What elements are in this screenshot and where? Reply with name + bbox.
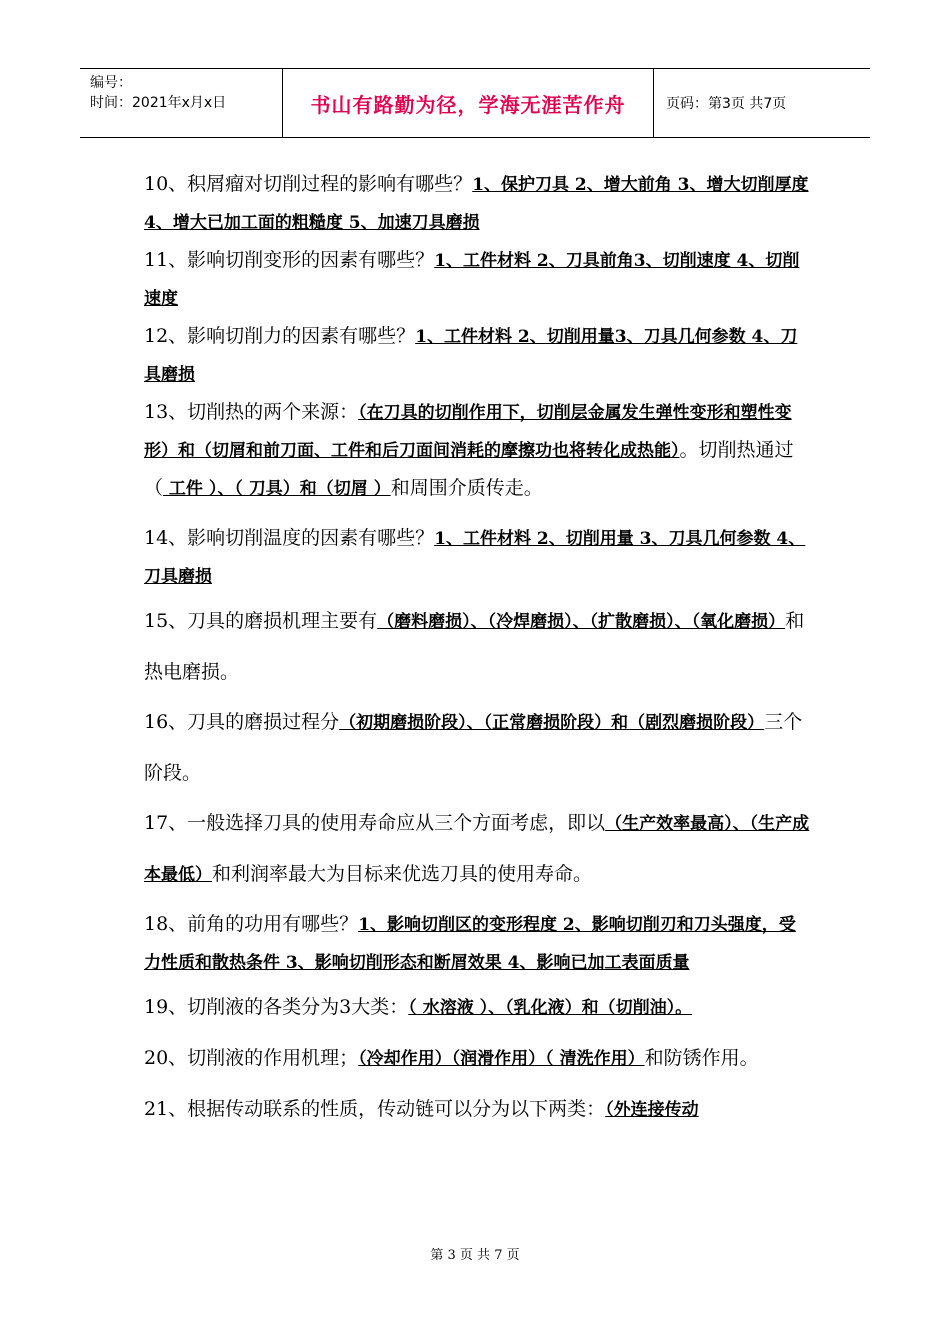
answer-text: 1、保护刀具 2、增大前角 3、增大切削厚度 4、增大已加工面的粗糙度 5、加速刀具磨损 <box>144 175 809 233</box>
question-text: 21、根据传动联系的性质，传动链可以分为以下两类： <box>144 1098 606 1120</box>
header-motto: 书山有路勤为径，学海无涯苦作舟 <box>282 69 654 137</box>
answer-text: （生产效率最高）、（生产成本最低） <box>144 814 810 885</box>
question-19 <box>144 982 810 1033</box>
question-text: 14、影响切削温度的因素有哪些？ <box>144 527 435 549</box>
question-12 <box>144 318 810 394</box>
question-14 <box>144 520 810 596</box>
question-20 <box>144 1033 810 1084</box>
question-10 <box>144 166 810 242</box>
answer-text: 1、工件材料 2、切削用量3、刀具几何参数 4、刀具磨损 <box>144 327 798 385</box>
answer-text: 1、影响切削区的变形程度 2、影响切削刃和刀头强度，受力性质和散热条件 3、影响切削形态和断屑效果 4、影响已加工表面质量 <box>144 915 796 973</box>
question-text: 20、切削液的作用机理； <box>144 1047 359 1069</box>
answer-text: （磨料磨损）、（冷焊磨损）、（扩散磨损）、（氧化磨损） <box>377 612 786 632</box>
header-page-code: 页码：第3页 共7页 <box>666 96 787 112</box>
header-meta <box>80 69 282 137</box>
question-text: 和防锈作用。 <box>644 1047 759 1069</box>
question-text: 。切削热通过（ <box>144 439 794 499</box>
question-15 <box>144 596 810 697</box>
answer-text: （ 水溶液 ）、（乳化液）和（切削油）。 <box>408 998 693 1018</box>
question-text: 19、切削液的各类分为3大类： <box>144 996 409 1018</box>
question-text: 13、切削热的两个来源： <box>144 401 359 423</box>
question-text: 10、积屑瘤对切削过程的影响有哪些？ <box>144 173 473 195</box>
answer-text: 工件 ）、（ 刀具）和（切屑 ） <box>163 479 391 499</box>
question-17 <box>144 798 810 900</box>
question-text: 15、刀具的磨损机理主要有 <box>144 610 378 632</box>
question-text: 12、影响切削力的因素有哪些？ <box>144 325 416 347</box>
question-text: 和利润率最大为目标来优选刀具的使用寿命。 <box>212 863 593 885</box>
answer-text: （初期磨损阶段）、（正常磨损阶段）和（剧烈磨损阶段） <box>339 713 765 733</box>
question-text: 17、一般选择刀具的使用寿命应从三个方面考虑，即以 <box>144 812 606 834</box>
question-text: 和周围介质传走。 <box>390 477 543 499</box>
answer-text: 1、工件材料 2、切削用量 3、刀具几何参数 4、刀具磨损 <box>144 529 806 587</box>
question-11 <box>144 242 810 318</box>
serial-label: 编号： <box>90 75 132 91</box>
question-list <box>144 166 810 1135</box>
question-16 <box>144 697 810 798</box>
page-footer: 第 3 页 共 7 页 <box>430 1248 520 1263</box>
question-text: 和热电磨损。 <box>144 610 805 683</box>
question-text: 三个阶段。 <box>144 711 803 784</box>
answer-text: （冷却作用）（润滑作用）（ 清洗作用） <box>358 1049 645 1069</box>
answer-text: （在刀具的切削作用下，切削层金属发生弹性变形和塑性变形）和（切屑和前刀面、工件和后刀面间消耗的摩擦功也将转化成热能） <box>144 403 792 461</box>
question-text: 11、影响切削变形的因素有哪些？ <box>144 249 435 271</box>
question-13 <box>144 394 810 508</box>
question-text: 18、前角的功用有哪些？ <box>144 913 359 935</box>
time-label: 时间：2021年x月x日 <box>90 95 227 111</box>
page-header <box>80 68 870 138</box>
answer-text: 1、工件材料 2、刀具前角3、切削速度 4、切削速度 <box>144 251 800 309</box>
question-18 <box>144 906 810 982</box>
question-text: 16、刀具的磨损过程分 <box>144 711 340 733</box>
question-21 <box>144 1084 810 1135</box>
answer-text: （外连接传动 <box>605 1100 699 1120</box>
